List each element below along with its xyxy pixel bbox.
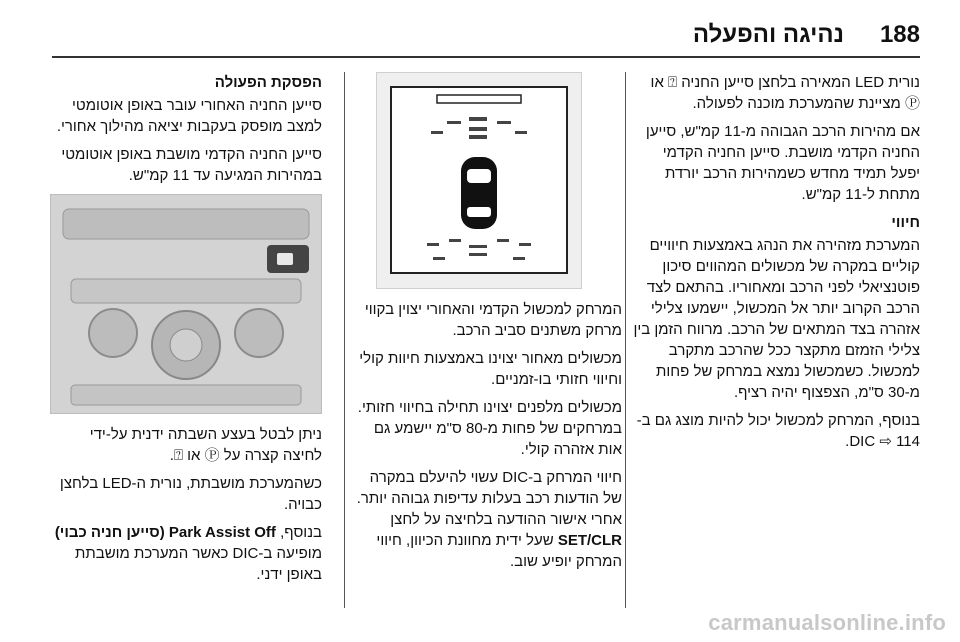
led-paragraph: נורית LED המאירה בלחצן סייען החניה ⍰ או Ⓟ מציינת שהמערכת מוכנה לפעולה. <box>650 74 920 112</box>
rear-obstacles-paragraph: מכשולים מאחור יצוינו באמצעות חיוות קולי וחיווי חזותי בו-זמניים. <box>359 350 622 388</box>
led-off-paragraph: כשהמערכת מושבתת, נורית ה-LED בלחצן כבויה. <box>59 475 322 513</box>
page-header <box>52 14 920 58</box>
deactivation-heading: הפסקת הפעולה <box>214 74 322 91</box>
dic-priority-paragraph: חיווי המרחק ב-DIC עשוי להיעלם במקרה של הודעות רכב בעלות עדיפות גבוהה יותר. אחרי אישור ההודעה בלחיצה על לחצן SET/CLR שעל ידית מחוונת הכיוון, חיווי המרחק יופיע שוב. <box>356 469 622 570</box>
front-obstacles-paragraph: מכשולים מלפנים יצוינו תחילה בחיווי חזותי. במרחקים של פחות מ-80 ס"מ יישמע גם אות אזהרה קולי. <box>357 399 622 458</box>
park-assist-off-paragraph: בנוסף, Park Assist Off (סייען חניה כבוי) מופיעה ב-DIC כאשר המערכת מושבתת באופן ידני. <box>54 524 322 583</box>
manual-off-paragraph: ניתן לבטל בעצע השבתה ידנית על-ידי לחיצה קצרה על Ⓟ או ⍰. <box>89 426 322 464</box>
right-column <box>632 72 920 459</box>
page-number: 188 <box>879 21 920 48</box>
rear-auto-off-paragraph: סייען החניה האחורי עובר באופן אוטומטי למצב מופסק בעקבות יציאה מהילוך אחורי. <box>56 97 322 135</box>
warning-paragraph: המערכת מזהירה את הנהג באמצעות חיוויים קוליים במקרה של מכשולים המהווים סיכון פוטנציאלי לפני הרכב ומאחוריו. בהתאם לצד הרכב הקרוב יותר אל המכשול, יישמעו צלילי אזהרה בצד המתאים של הרכב. מרווח הזמן בין צלילי הזמזם מתקצר ככל שהרכב מתקרב למכשול. כשמכשול נמצא במרחק של פחות מ-30 ס"מ, הצפצוף יהיה רציף. <box>633 237 920 401</box>
dic-paragraph: בנוסף, המרחק למכשול יכול להיות מוצג גם ב-DIC ⇨ 114. <box>636 412 920 450</box>
middle-column <box>352 72 622 579</box>
column-divider <box>625 72 626 608</box>
park-assist-off-label: Park Assist Off (סייען חניה כבוי) <box>54 524 276 541</box>
watermark: carmanualsonline.info <box>708 610 946 635</box>
distance-lines-paragraph: המרחק למכשול הקדמי והאחורי יצוין בקווי מרחק משתנים סביב הרכב. <box>364 301 622 339</box>
left-column <box>52 72 322 592</box>
column-divider <box>344 72 345 608</box>
front-auto-off-paragraph: סייען החניה הקדמי מושבת באופן אוטומטי במהירות המגיעה עד 11 קמ"ש. <box>61 146 322 184</box>
warning-heading: חיווי <box>891 214 920 231</box>
center-console-illustration <box>50 194 322 414</box>
speed-paragraph: אם מהירות הרכב הגבוהה מ-11 קמ"ש, סייען החניה הקדמי מושבת. סייען החניה הקדמי יפעל תמיד מחדש כשמהירות הרכב יורדת מתחת ל-11 קמ"ש. <box>645 123 920 203</box>
distance-display-illustration <box>376 72 582 289</box>
header-title: נהיגה והפעלה <box>692 21 844 48</box>
set-clr-label: SET/CLR <box>557 532 622 549</box>
